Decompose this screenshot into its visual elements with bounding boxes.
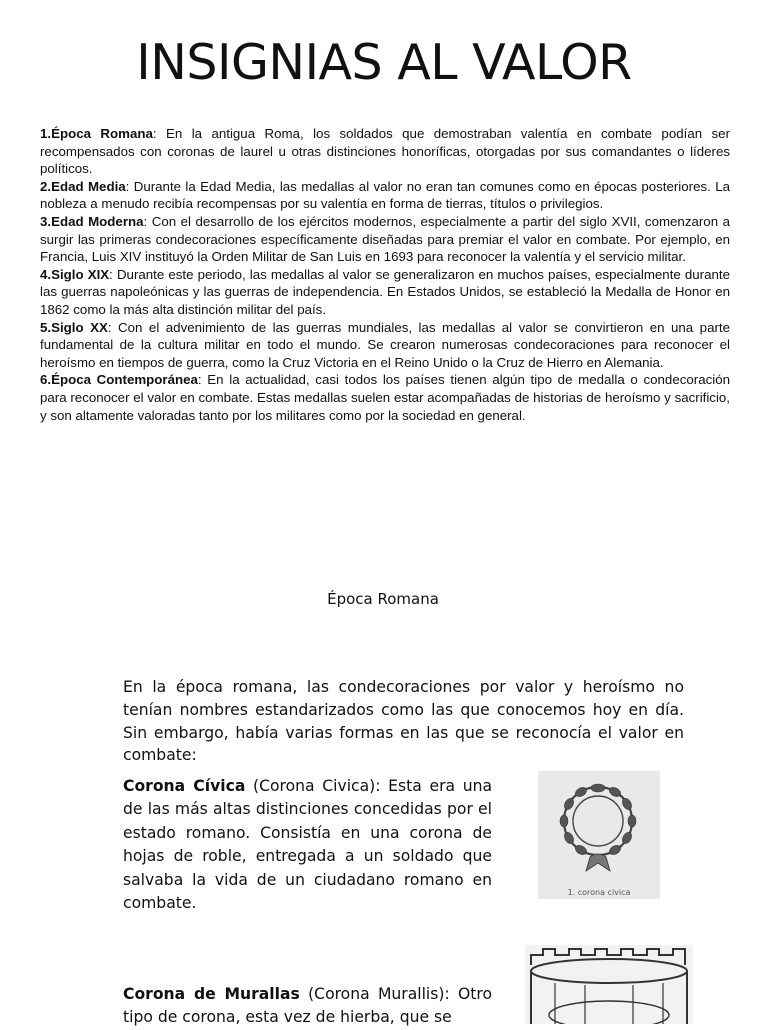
summary-item: 4.Siglo XIX: Durante este periodo, las medallas al valor se generalizaron en muchos países, especialmente durante las guerras napoleónicas y las guerras de independencia. En Estados Unidos, se estableció la Medalla de Honor en 1862 como la más alta distinción militar del país. bbox=[40, 266, 730, 317]
summary-item: 6.Época Contemporánea: En la actualidad, casi todos los países tienen algún tipo de medalla o condecoración para reconocer el valor en combate. Estas medallas suelen estar acompañadas de historias de heroísmo y sacrificio, y son altamente valoradas tanto por los militares como por la sociedad en general. bbox=[40, 372, 730, 423]
entry-corona-murallas: Corona de Murallas (Corona Murallis): Otro tipo de corona, esta vez de hierba, que se bbox=[123, 985, 493, 1027]
entry-corona-civica: Corona Cívica (Corona Civica): Esta era una de las más altas distinciones concedidas por el estado romano. Consistía en una corona de hojas de roble, entregada a un soldado que salvaba la vida de un ciudadano romano en combate. bbox=[123, 777, 493, 913]
section-heading: Época Romana bbox=[327, 590, 439, 608]
summary-item: 3.Edad Moderna: Con el desarrollo de los ejércitos modernos, especialmente a partir del siglo XVII, comenzaron a surgir las primeras condecoraciones específicamente diseñadas para premiar el valor en combate. Por ejemplo, en Francia, Luis XIV instituyó la Orden Militar de San Luis en 1693 para reconocer la valentía y el servicio militar. bbox=[40, 213, 730, 265]
summary-item: 5.Siglo XX: Con el advenimiento de las guerras mundiales, las medallas al valor se convirtieron en una parte fundamental de la cultura militar en todo el mundo. Se crearon numerosas condecoraciones para reconocer el heroísmo en tiempos de guerra, como la Cruz Victoria en el Reino Unido o la Cruz de Hierro en Alemania. bbox=[40, 319, 730, 370]
summary-item: 1.Época Romana: En la antigua Roma, los soldados que demostraban valentía en combate podían ser recompensados con coronas de laurel u otras distinciones honoríficas, otorgadas por sus comandantes o líderes políticos. bbox=[40, 126, 730, 177]
corona-murallas-image bbox=[525, 945, 693, 1024]
mural-crown-icon bbox=[525, 945, 693, 1024]
summary-item: 2.Edad Media: Durante la Edad Media, las medallas al valor no eran tan comunes como en épocas posteriores. La nobleza a menudo recibía recompensas por su valentía en forma de tierras, títulos o privilegios. bbox=[40, 178, 730, 212]
laurel-wreath-icon bbox=[538, 771, 660, 883]
summary-list bbox=[40, 125, 730, 424]
intro-paragraph: En la época romana, las condecoraciones por valor y heroísmo no tenían nombres estandarizados como las que conocemos hoy en día. Sin embargo, había varias formas en las que se reconocía el valor en combate: bbox=[123, 678, 684, 765]
document-title: INSIGNIAS AL VALOR bbox=[136, 34, 632, 91]
figure-caption: 1. corona civica bbox=[567, 888, 631, 897]
corona-civica-image bbox=[538, 771, 660, 899]
